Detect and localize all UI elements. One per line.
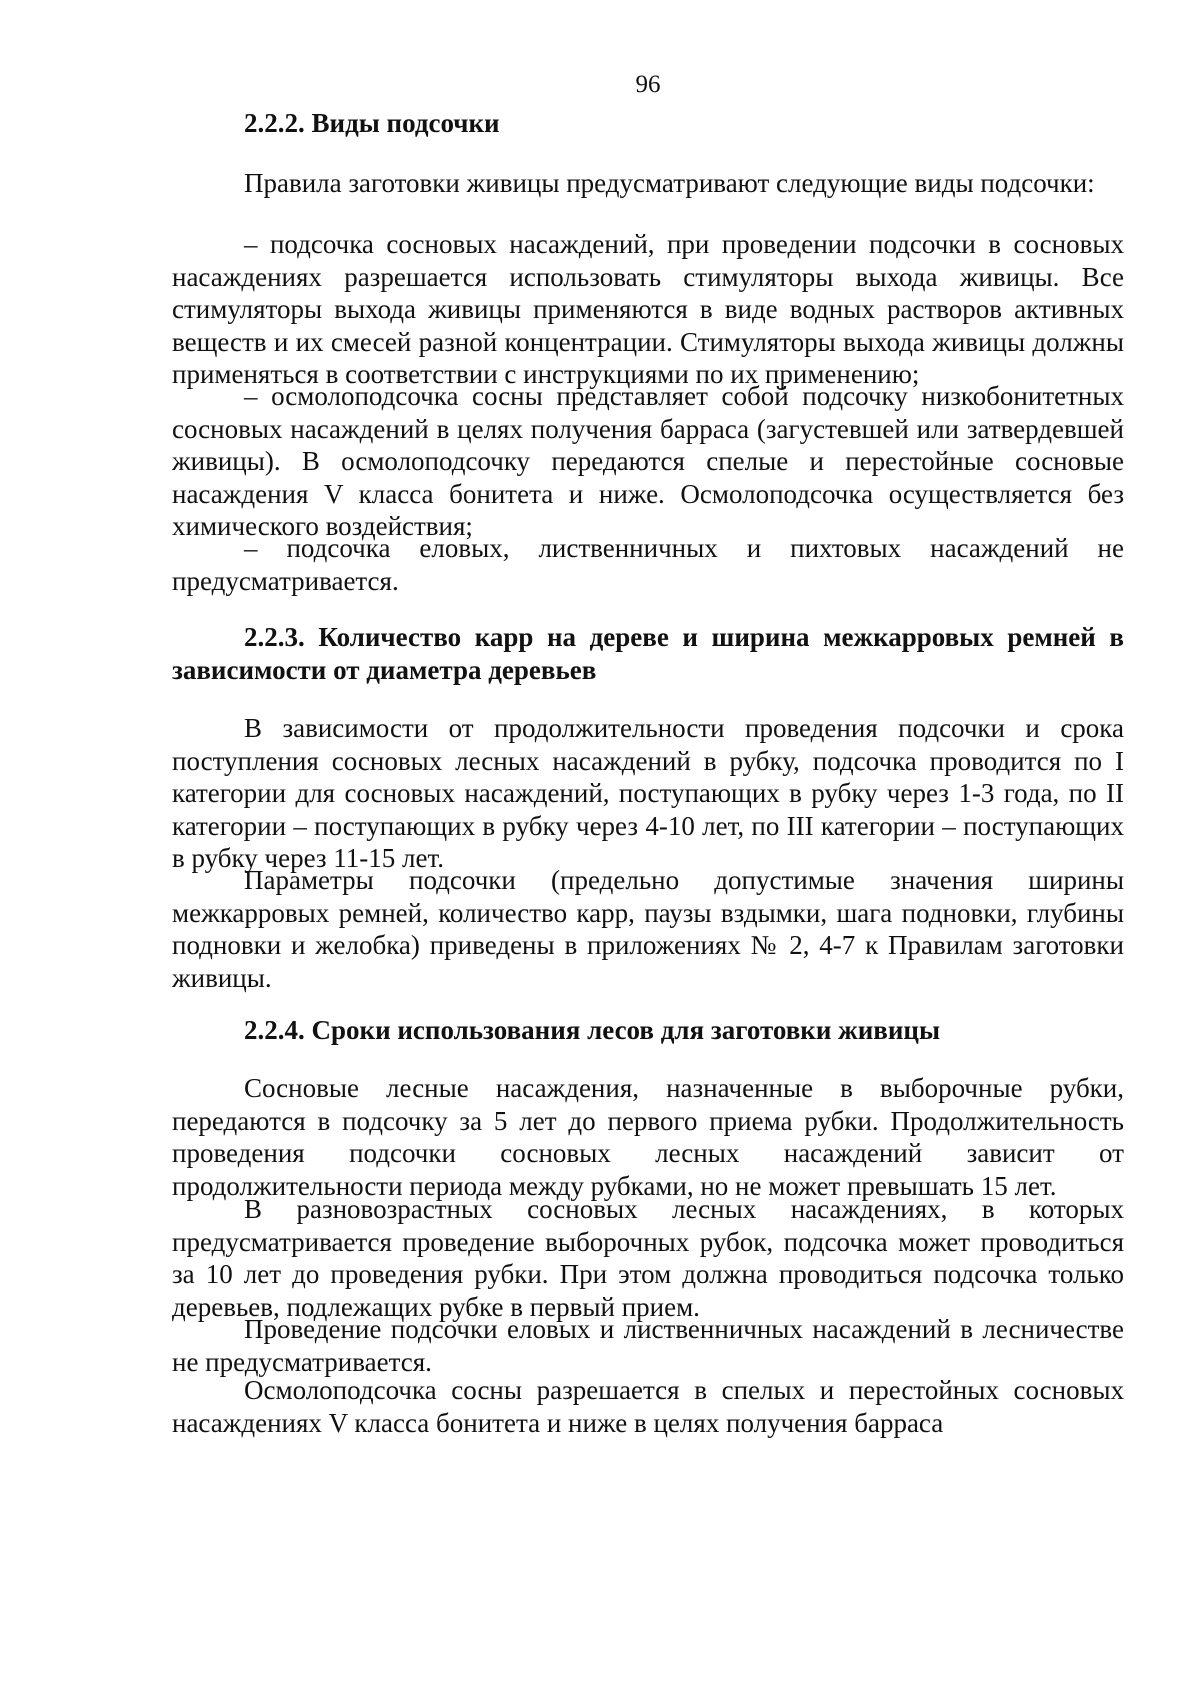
paragraph: Правила заготовки живицы предусматривают следующие виды подсочки: <box>244 168 1095 198</box>
paragraph: Сосновые лесные насаждения, назначенные в выборочные рубки, передаются в подсочку за 5 лет до первого приема рубки. Продолжительность проведения подсочки сосновых лесных насаждений зависит от продолжительности периода между рубками, но не может превышать 15 лет. <box>172 1073 1124 1201</box>
paragraph: – подсочка сосновых насаждений, при проведении подсочки в сосновых насаждениях разрешается использовать стимуляторы выхода живицы. Все стимуляторы выхода живицы применяются в виде водных растворов активных веществ и их смесей разной концентрации. Стимуляторы выхода живицы должны применяться в соответствии с инструкциями по их применению; <box>172 229 1124 389</box>
paragraph: В разновозрастных сосновых лесных насаждениях, в которых предусматривается проведение выборочных рубок, подсочка может проводиться за 10 лет до проведения рубки. При этом должна проводиться подсочка только деревьев, подлежащих рубке в первый прием. <box>172 1194 1124 1322</box>
paragraph: – подсочка еловых, лиственничных и пихтовых насаждений не предусматривается. <box>172 533 1124 596</box>
section-heading-2-2-2: 2.2.2. Виды подсочки <box>244 108 500 138</box>
paragraph: В зависимости от продолжительности проведения подсочки и срока поступления сосновых лесных насаждений в рубку, подсочка проводится по I категории для сосновых насаждений, поступающих в рубку через 1-3 года, по II категории – поступающих в рубку через 4-10 лет, по III категории – поступающих в рубку через 11-15 лет. <box>172 713 1124 873</box>
paragraph: Параметры подсочки (предельно допустимые значения ширины межкарровых ремней, количество карр, паузы вздымки, шага подновки, глубины подновки и желобка) приведены в приложениях № 2, 4-7 к Правилам заготовки живицы. <box>172 865 1124 993</box>
page-number: 96 <box>635 71 661 98</box>
section-heading-2-2-4: 2.2.4. Сроки использования лесов для заготовки живицы <box>244 1015 941 1045</box>
paragraph: Осмолоподсочка сосны разрешается в спелых и перестойных сосновых насаждениях V класса бонитета и ниже в целях получения барраса <box>172 1375 1124 1438</box>
section-heading-2-2-3: 2.2.3. Количество карр на дереве и ширина межкарровых ремней в зависимости от диаметра деревьев <box>172 622 1124 685</box>
paragraph: – осмолоподсочка сосны представляет собой подсочку низкобонитетных сосновых насаждений в целях получения барраса (загустевшей или затвердевшей живицы). В осмолоподсочку передаются спелые и перестойные сосновые насаждения V класса бонитета и ниже. Осмолоподсочка осуществляется без химического воздействия; <box>172 381 1124 541</box>
paragraph: Проведение подсочки еловых и лиственничных насаждений в лесничестве не предусматривается. <box>172 1314 1124 1377</box>
